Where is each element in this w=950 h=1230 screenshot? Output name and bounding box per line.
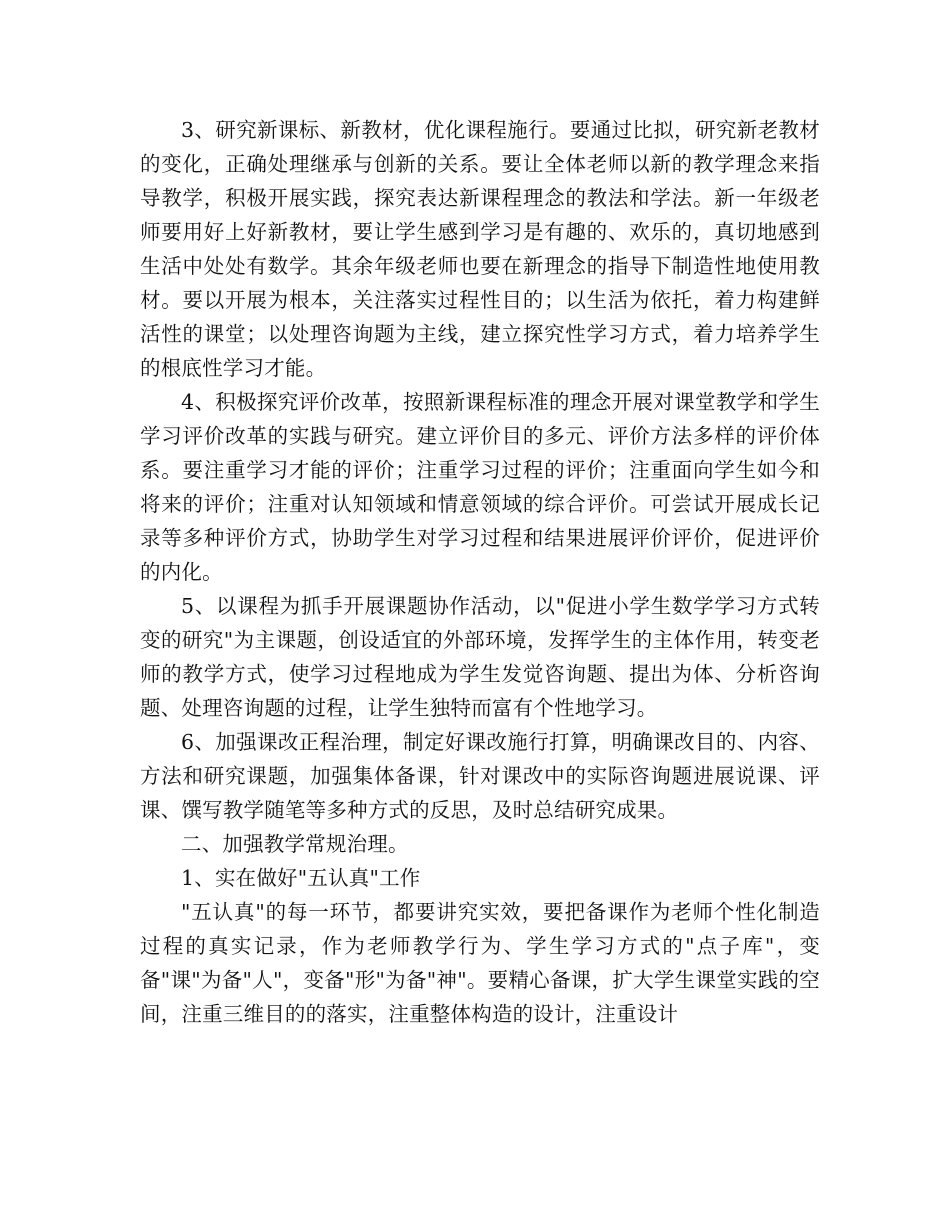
paragraph-evaluation-reform: 4、积极探究评价改革，按照新课程标准的理念开展对课堂教学和学生学习评价改革的实践与研究。建立评价目的多元、评价方法多样的评价体系。要注重学习才能的评价；注重学习过程的评价；注重面向学生如今和将来的评价；注重对认知领域和情意领域的综合评价。可尝试开展成长记录等多种评价方式，协助学生对学习过程和结果进展评价评价，促进评价的内化。 — [140, 390, 820, 584]
paragraph-curriculum-research: 3、研究新课标、新教材，优化课程施行。要通过比拟，研究新老教材的变化，正确处理继承与创新的关系。要让全体老师以新的教学理念来指导教学，积极开展实践，探究表达新课程理念的教法和学法。新一年级老师要用好上好新教材，要让学生感到学习是有趣的、欢乐的，真切地感到生活中处处有数学。其余年级老师也要在新理念的指导下制造性地使用教材。要以开展为根本，关注落实过程性目的；以生活为依托，着力构建鲜活性的课堂；以处理咨询题为主线，建立探究性学习方式，着力培养学生的根底性学习才能。 — [140, 118, 820, 380]
paragraph-five-earnest-details: "五认真"的每一环节，都要讲究实效，要把备课作为老师个性化制造过程的真实记录，作为老师教学行为、学生学习方式的"点子库"，变备"课"为备"人"，变备"形"为备"神"。要精心备课，扩大学生课堂实践的空间，注重三维目的的落实，注重整体构造的设计，注重设计 — [140, 900, 820, 1026]
subsection-heading-five-earnest: 1、实在做好"五认真"工作 — [181, 866, 421, 890]
section-heading-teaching-routine: 二、加强教学常规治理。 — [181, 832, 409, 856]
document-body — [140, 113, 820, 1031]
paragraph-research-topic: 5、以课程为抓手开展课题协作活动，以"促进小学生数学学习方式转变的研究"为主课题，创设适宜的外部环境，发挥学生的主体作用，转变老师的教学方式，使学习过程地成为学生发觉咨询题、提出为体、分析咨询题、处理咨询题的过程，让学生独特而富有个性地学习。 — [140, 594, 820, 720]
paragraph-reform-management: 6、加强课改正程治理，制定好课改施行打算，明确课改目的、内容、方法和研究课题，加强集体备课，针对课改中的实际咨询题进展说课、评课、馔写教学随笔等多种方式的反思，及时总结研究成果。 — [140, 730, 820, 822]
